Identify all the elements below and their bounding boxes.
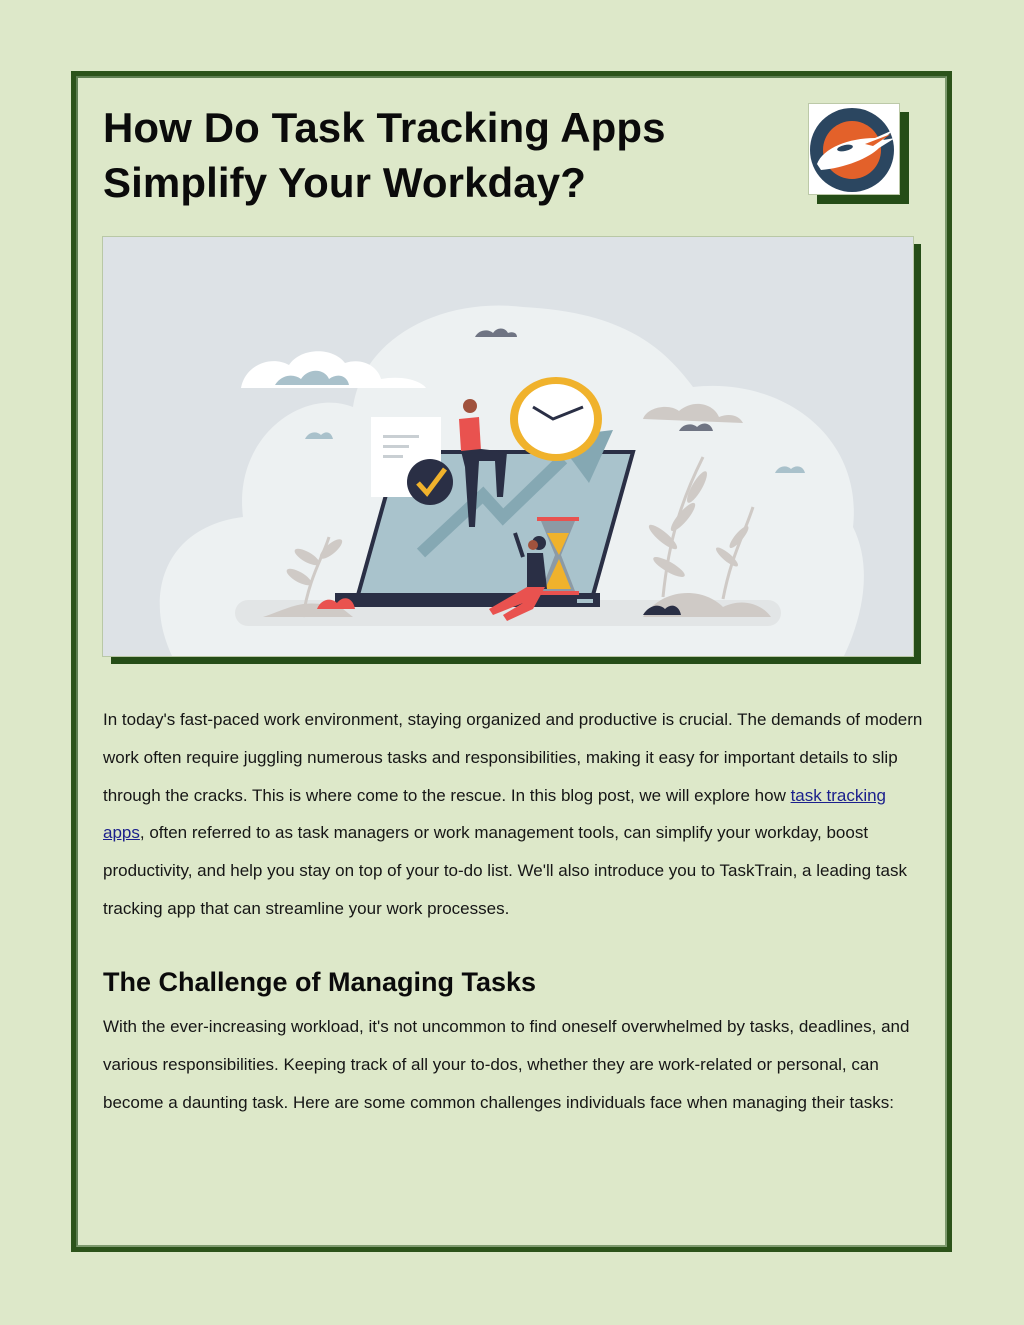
title-line-2: Simplify Your Workday? bbox=[103, 159, 586, 206]
brand-logo[interactable] bbox=[808, 103, 900, 195]
hero-illustration bbox=[102, 236, 914, 657]
page-title bbox=[103, 100, 666, 210]
intro-text-after-link: , often referred to as task managers or work management tools, can simplify your workday, boost productivity, and help you stay on top of your to-do list. We'll also introduce you to TaskTrain, a leading task tracking app that can streamline your work processes. bbox=[103, 823, 907, 918]
task-tracking-apps-link[interactable]: task tracking apps bbox=[103, 785, 887, 843]
section-paragraph: With the ever-increasing workload, it's not uncommon to find oneself overwhelmed by tasks, deadlines, and various responsibilities. Keeping track of all your to-dos, whether they are work-related or personal, can become a daunting task. Here are some common challenges individuals face when managing their tasks: bbox=[103, 1017, 910, 1112]
intro-paragraph bbox=[103, 701, 923, 928]
title-line-1: How Do Task Tracking Apps bbox=[103, 104, 666, 151]
intro-text-before-link: In today's fast-paced work environment, staying organized and productive is crucial. The demands of modern work often require juggling numerous tasks and responsibilities, making it easy for important details to slip through the cracks. This is where come to the rescue. In this blog post, we will explore how bbox=[103, 710, 923, 805]
train-logo-icon bbox=[809, 104, 899, 194]
productivity-illustration bbox=[103, 237, 914, 657]
section-heading: The Challenge of Managing Tasks bbox=[103, 967, 537, 997]
